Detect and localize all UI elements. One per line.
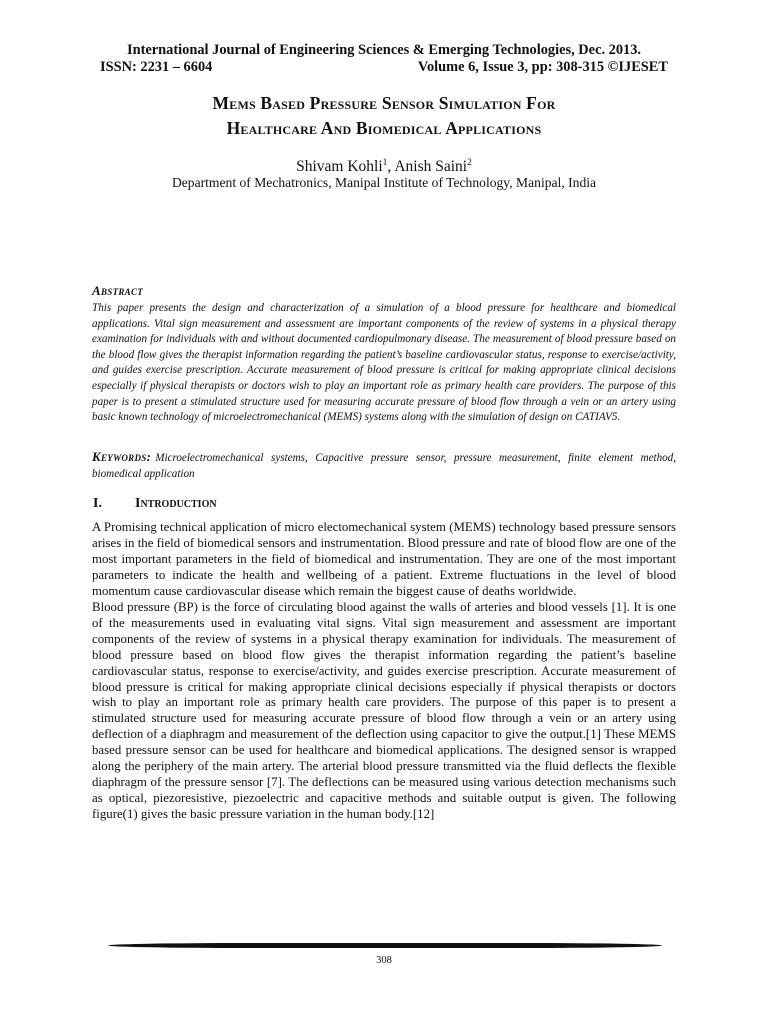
affiliation: Department of Mechatronics, Manipal Institute of Technology, Manipal, India — [171, 175, 597, 190]
keywords-text: Microelectromechanical systems, Capacitive pressure sensor, pressure measurement, finite element method, biomedical application — [92, 452, 676, 480]
abstract-text: This paper presents the design and characterization of a simulation of a blood pressure for healthcare and biomedical applications. Vital sign measurement and assessment are important components of the review of systems in a physical therapy examination for individuals with and without documented cardiopulmonary disease. The measurement of blood pressure based on the blood flow gives the therapist information regarding the patient’s baseline cardiovascular status, response to exercise/activity, and guides exercise prescription. Accurate measurement of blood pressure is critical for making appropriate clinical decisions especially if physical therapists or doctors wish to play an important role as primary health care providers. The purpose of this paper is to present a stimulated structure used for measuring accurate pressure of blood flow through a vein or an artery using basic known technology of microelectromechanical (MEMS) systems along with the simulation of design on CATIAV5. — [92, 302, 676, 424]
author-2-affil-mark: 2 — [467, 158, 472, 168]
volume-info: Volume 6, Issue 3, pp: 308-315 ©IJESET — [417, 59, 668, 75]
paper-title — [92, 91, 676, 141]
footer-rule — [108, 943, 662, 948]
abstract-heading: Abstract — [92, 283, 144, 298]
author-list — [92, 154, 676, 176]
issn: ISSN: 2231 – 6604 — [100, 59, 213, 75]
section-number: I. — [93, 496, 102, 511]
journal-header — [92, 42, 676, 76]
author-1: Shivam Kohli — [296, 158, 383, 176]
section-title: Introduction — [135, 496, 217, 511]
paragraph-2: Blood pressure (BP) is the force of circulating blood against the walls of arteries and blood vessels [1]. It is one of the measurements used in evaluating vital signs. Vital sign measurement and assessment are important components of the review of systems in a physical therapy examination for individuals. The measurement of blood pressure based on blood flow gives the therapist information regarding the patient’s baseline cardiovascular status, response to exercise/activity, and guides exercise prescription. Accurate measurement of blood pressure is critical for making appropriate clinical decisions especially if physical therapists or doctors wish to play an important role as primary health care providers. The purpose of this paper is to present a stimulated structure used for measuring accurate pressure of blood flow through a vein or an artery using deflection of a diaphragm and measurement of the deflection using capacitor to give the output.[1] These MEMS based pressure sensor can be used for healthcare and biomedical applications. The designed sensor is wrapped along the periphery of the main artery. The arterial blood pressure transmitted via the fluid deflects the flexible diaphragm of the pressure sensor [7]. The deflections can be measured using various detection mechanisms such as optical, piezoresistive, piezoelectric and capacitive methods and suitable output is given. The following figure(1) gives the basic pressure variation in the human body.[12] — [92, 599, 676, 822]
journal-issue-line — [92, 59, 676, 76]
title-line-2: Healthcare And Biomedical Applications — [226, 118, 542, 138]
paper-page — [92, 0, 676, 1024]
journal-name: International Journal of Engineering Sciences & Emerging Technologies, Dec. 2013. — [126, 42, 642, 58]
keywords-heading: Keywords: — [92, 449, 152, 464]
paragraph-1: A Promising technical application of micro electomechanical system (MEMS) technology based pressure sensors arises in the field of biomedical sensors and instrumentation. Blood pressure and rate of blood flow are one of the most important parameters in the field of biomedical and instrumentation. They are one of the most important parameters to indicate the health and wellbeing of a patient. Extreme fluctuations in the level of blood momentum cause cardiovascular disease which remain the biggest cause of deaths worldwide. — [92, 520, 676, 598]
author-2: Anish Saini — [394, 158, 468, 176]
author-separator: , — [387, 158, 395, 176]
keywords — [92, 449, 676, 482]
author-1-affil-mark: 1 — [382, 158, 388, 168]
introduction-body — [92, 520, 676, 823]
title-line-1: Mems Based Pressure Sensor Simulation For — [212, 93, 556, 113]
page-number: 308 — [376, 955, 392, 966]
section-heading-introduction — [92, 496, 217, 512]
